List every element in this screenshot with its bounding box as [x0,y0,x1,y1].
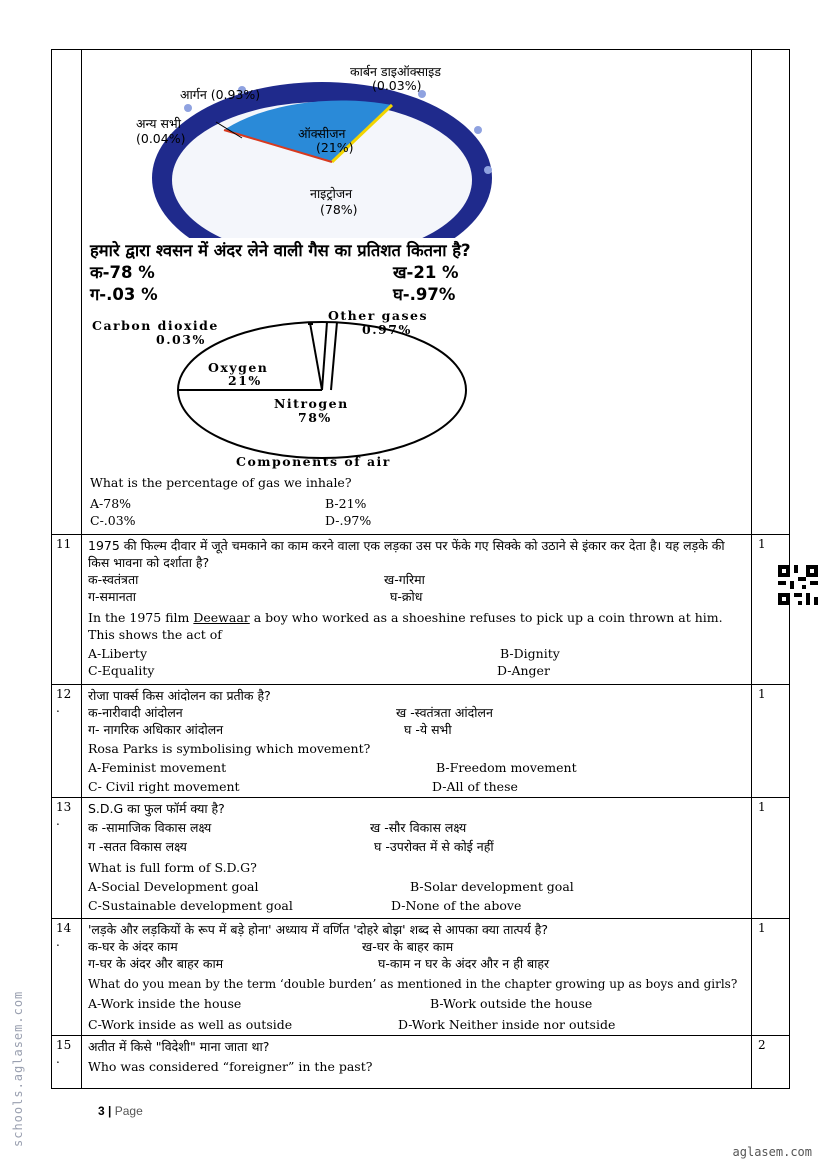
question-row-12 [52,685,790,798]
option-a-hindi: क-78 % [90,263,155,282]
option-a-english: A-Social Development goal [88,879,259,894]
option-b-hindi: ख -स्वतंत्रता आंदोलन [396,705,493,720]
marks-cell [752,685,790,798]
options-row [88,938,745,955]
page-label: Page [114,1104,143,1118]
question-text-hindi: 'लड़के और लड़कियों के रूप में बड़े होना' अध्याय में वर्णित 'दोहरे बोझ' शब्द से आपका क्या तात्पर्य है? [88,922,549,937]
option-b-hindi: ख-घर के बाहर काम [362,939,454,954]
question-number-cell [52,798,82,919]
question-number: 14 [56,921,72,935]
question-text-english [88,609,745,643]
pie-label-nitrogen: Nitrogen [274,396,349,411]
fig1-nitrogen-pct: (78%) [320,202,358,217]
question-number-cell [52,685,82,798]
marks-value: 1 [758,537,766,551]
option-c-hindi: ग -सतत विकास लक्ष्य [88,839,187,854]
question-text-hindi: रोजा पार्क्स किस आंदोलन का प्रतीक है? [88,688,271,703]
pie-caption: Components of air [236,454,391,469]
option-d-english: D-None of the above [391,898,522,913]
option-b-english: B-Work outside the house [430,996,593,1011]
question-table [51,49,790,1089]
option-b-hindi: ख-21 % [393,263,459,282]
pie-label-other-gases: Other gases [328,310,429,323]
fig1-oxygen-label: ऑक्सीजन [298,126,346,141]
page-separator: | [108,1104,112,1118]
options-row [90,284,743,306]
options-row [88,704,745,721]
question-number-cell [52,50,82,535]
fig1-oxygen-pct: (21%) [316,140,354,155]
question-number: 13 [56,800,72,814]
side-url-watermark: schools.aglasem.com [11,990,25,1147]
options-row [88,838,745,855]
option-d-english: D-.97% [325,513,372,528]
option-a-english: A-Liberty [88,646,148,661]
option-a-hindi: क -सामाजिक विकास लक्ष्य [88,820,212,835]
question-number: 11 [56,537,72,551]
question-number: 12 [56,687,72,701]
marks-cell [752,535,790,685]
question-text-english: What is the percentage of gas we inhale? [90,475,352,490]
option-d-english: D-Work Neither inside nor outside [398,1017,616,1032]
question-row-15 [52,1036,790,1089]
fig1-carbon-pct: (0.03%) [372,78,422,93]
question-text-english: What is full form of S.D.G? [88,860,257,875]
question-number-cell [52,919,82,1036]
pie-label-oxygen: Oxygen [208,360,269,375]
question-row-11 [52,535,790,685]
option-b-english: B-21% [325,496,367,511]
question-content [82,685,752,798]
pie-label-carbon-dioxide-pct: 0.03% [156,332,206,347]
option-d-english: D-All of these [432,779,518,794]
fig1-nitrogen-label: नाइट्रोजन [310,186,353,201]
question-text-english: Who was considered “foreigner” in the past? [88,1059,373,1074]
option-c-english: C- Civil right movement [88,779,240,794]
pie-label-carbon-dioxide: Carbon dioxide [92,318,219,333]
option-a-english: A-Work inside the house [88,996,242,1011]
options-row [88,995,745,1012]
option-c-hindi: ग-घर के अंदर और बाहर काम [88,956,224,971]
atmosphere-figure [92,50,492,238]
option-a-english: A-78% [90,496,132,511]
page-number: 3 [98,1104,105,1118]
pie-label-other-gases-pct: 0.97% [362,322,412,337]
options-row [88,1016,745,1033]
options-row [88,571,745,588]
marks-value: 1 [758,921,766,935]
option-c-english: C-Equality [88,663,155,678]
option-c-english: C-.03% [90,513,136,528]
question-content [82,919,752,1036]
question-text-hindi: हमारे द्वारा श्वसन में अंदर लेने वाली गैस का प्रतिशत कितना है? [90,241,471,260]
marks-cell [752,50,790,535]
option-d-hindi: घ-क्रोध [390,589,423,604]
question-number-cell [52,1036,82,1089]
question-number-dot: . [56,701,60,715]
options-row [88,588,745,605]
option-c-hindi: ग-समानता [88,589,137,604]
fig1-carbon-label: कार्बन डाइऑक्साइड [350,64,441,79]
option-c-hindi: ग-.03 % [90,285,158,304]
fig1-argon-label: आर्गन (0.93%) [180,87,261,102]
question-number-dot: . [56,935,60,949]
page-footer [98,1104,143,1118]
options-row [88,819,745,836]
options-row [88,778,745,795]
options-row [88,645,745,662]
option-d-hindi: घ-.97% [393,285,456,304]
option-c-english: C-Sustainable development goal [88,898,293,913]
option-b-english: B-Solar development goal [410,879,574,894]
air-components-pie-chart [90,310,490,472]
option-a-english: A-Feminist movement [88,760,227,775]
pie-label-nitrogen-pct: 78% [298,410,332,425]
options-row [90,512,743,529]
fig1-others-label: अन्य सभी [136,116,181,131]
question-row-14 [52,919,790,1036]
option-d-hindi: घ -ये सभी [404,722,452,737]
option-d-english: D-Anger [497,663,550,678]
options-row [88,878,745,895]
option-d-hindi: घ-काम न घर के अंदर और न ही बाहर [378,956,550,971]
options-row [88,721,745,738]
question-number-cell [52,535,82,685]
question-text-part: a boy who worked as a shoeshine refuses to pick up a coin thrown at him. This shows the act of [88,610,723,642]
question-number-dot: . [56,814,60,828]
options-row [90,262,743,284]
fig1-others-pct: (0.04%) [136,131,186,146]
options-row [88,662,745,679]
pie-label-oxygen-pct: 21% [228,373,262,388]
marks-value: 1 [758,800,766,814]
marks-cell [752,1036,790,1089]
question-row-10 [52,50,790,535]
option-a-hindi: क-नारीवादी आंदोलन [88,705,183,720]
options-row [88,897,745,914]
question-content [82,535,752,685]
marks-cell [752,798,790,919]
question-text-hindi: 1975 की फिल्म दीवार में जूते चमकाने का काम करने वाला एक लड़का उस पर फेंके गए सिक्के को उठाने से इंकार कर देता है। यह लड़के की किस भावना को दर्शाता है? [88,538,725,570]
site-watermark: aglasem.com [732,1145,812,1159]
marks-value: 2 [758,1038,766,1052]
option-b-hindi: ख -सौर विकास लक्ष्य [370,820,467,835]
option-a-hindi: क-घर के अंदर काम [88,939,178,954]
qr-code-icon [778,565,818,605]
option-c-english: C-Work inside as well as outside [88,1017,293,1032]
option-d-hindi: घ -उपरोक्त में से कोई नहीं [374,839,494,854]
question-text-part: In the 1975 film [88,610,194,625]
question-content [82,1036,752,1089]
options-row [88,955,745,972]
marks-cell [752,919,790,1036]
question-number: 15 [56,1038,72,1052]
option-b-hindi: ख-गरिमा [384,572,425,587]
options-row [90,495,743,512]
question-number-dot: . [56,1052,60,1066]
option-b-english: B-Freedom movement [436,760,577,775]
option-a-hindi: क-स्वतंत्रता [88,572,139,587]
option-b-english: B-Dignity [500,646,560,661]
question-text-english: What do you mean by the term ‘double burden’ as mentioned in the chapter growing up as boys and girls? [88,977,738,991]
marks-value: 1 [758,687,766,701]
question-text-english: Rosa Parks is symbolising which movement? [88,741,371,756]
question-content [82,798,752,919]
question-text-hindi: S.D.G का फुल फॉर्म क्या है? [88,801,225,816]
film-name: Deewaar [193,610,250,625]
options-row [88,759,745,776]
question-text-hindi: अतीत में किसे "विदेशी" माना जाता था? [88,1039,270,1054]
question-row-13 [52,798,790,919]
option-c-hindi: ग- नागरिक अधिकार आंदोलन [88,722,224,737]
question-content [82,50,752,535]
